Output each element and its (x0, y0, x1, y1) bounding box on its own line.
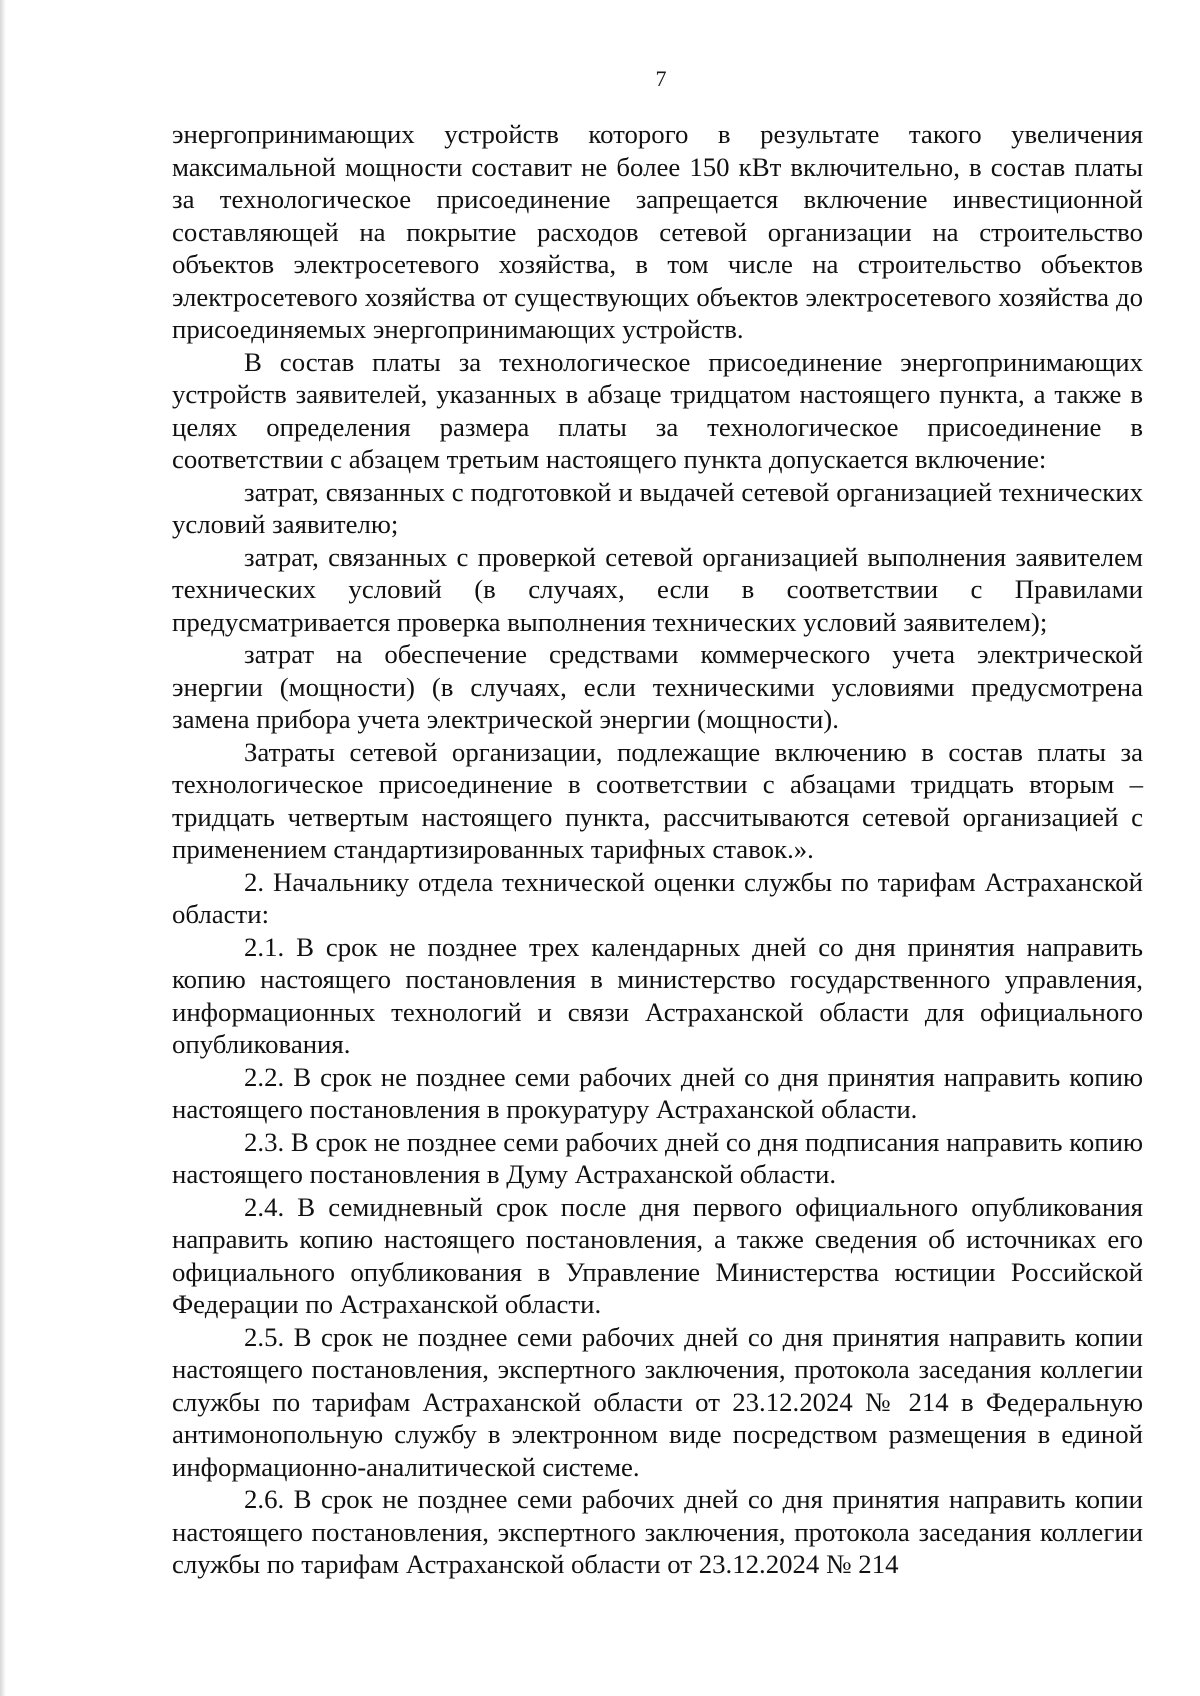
page-number: 7 (655, 66, 667, 91)
page-shadow-edge (0, 0, 6, 1696)
paragraph-costs-calculation: Затраты сетевой организации, подлежащие включению в состав платы за технологическое присоединение в соответствии с абзацами тридцать вторым – тридцать четвертым настоящего пункта, рассчитываются сетевой организацией с применением стандартизированных тарифных ставок.». (172, 736, 1143, 864)
paragraph-item-2-3: 2.3. В срок не позднее семи рабочих дней со дня подписания направить копию настоящего постановления в Думу Астраханской области. (172, 1126, 1143, 1189)
paragraph-item-2: 2. Начальнику отдела технической оценки службы по тарифам Астраханской области: (172, 866, 1143, 929)
paragraph-costs-metering: затрат на обеспечение средствами коммерческого учета электрической энергии (мощности) (в случаях, если техническими условиями предусмотрена замена прибора учета электрической энергии (мощности). (172, 639, 1143, 734)
paragraph-item-2-2: 2.2. В срок не позднее семи рабочих дней со дня принятия направить копию настоящего постановления в прокуратуру Астраханской области. (172, 1061, 1143, 1124)
paragraph-costs-technical-conditions: затрат, связанных с подготовкой и выдачей сетевой организацией технических условий заявителю; (172, 476, 1143, 539)
paragraph-item-2-4: 2.4. В семидневный срок после дня первого официального опубликования направить копию настоящего постановления, а также сведения об источниках его официального опубликования в Управление Министерства юстиции Российской Федерации по Астраханской области. (172, 1191, 1143, 1319)
paragraph-costs-verification: затрат, связанных с проверкой сетевой организацией выполнения заявителем технических условий (в случаях, если в соответствии с Правилами предусматривается проверка выполнения технических условий заявителем); (172, 541, 1143, 637)
document-body (172, 118, 1143, 1581)
paragraph-fee-composition: В состав платы за технологическое присоединение энергопринимающих устройств заявителей, указанных в абзаце тридцатом настоящего пункта, а также в целях определения размера платы за технологическое присоединение в соответствии с абзацем третьим настоящего пункта допускается включение: (172, 346, 1143, 474)
paragraph-item-2-5: 2.5. В срок не позднее семи рабочих дней со дня принятия направить копии настоящего постановления, экспертного заключения, протокола заседания коллегии службы по тарифам Астраханской области от 23.12.2024 № 214 в Федеральную антимонопольную службу в электронном виде посредством размещения в единой информационно-аналитической системе. (172, 1321, 1143, 1482)
paragraph-item-2-6: 2.6. В срок не позднее семи рабочих дней со дня принятия направить копии настоящего постановления, экспертного заключения, протокола заседания коллегии службы по тарифам Астраханской области от 23.12.2024 № 214 (172, 1484, 1143, 1579)
paragraph-continuation: энергопринимающих устройств которого в результате такого увеличения максимальной мощности составит не более 150 кВт включительно, в состав платы за технологическое присоединение запрещается включение инвестиционной составляющей на покрытие расходов сетевой организации на строительство объектов электросетевого хозяйства, в том числе на строительство объектов электросетевого хозяйства от существующих объектов электросетевого хозяйства до присоединяемых энергопринимающих устройств. (172, 119, 1143, 344)
paragraph-item-2-1: 2.1. В срок не позднее трех календарных дней со дня принятия направить копию настоящего постановления в министерство государственного управления, информационных технологий и связи Астраханской области для официального опубликования. (172, 931, 1143, 1059)
